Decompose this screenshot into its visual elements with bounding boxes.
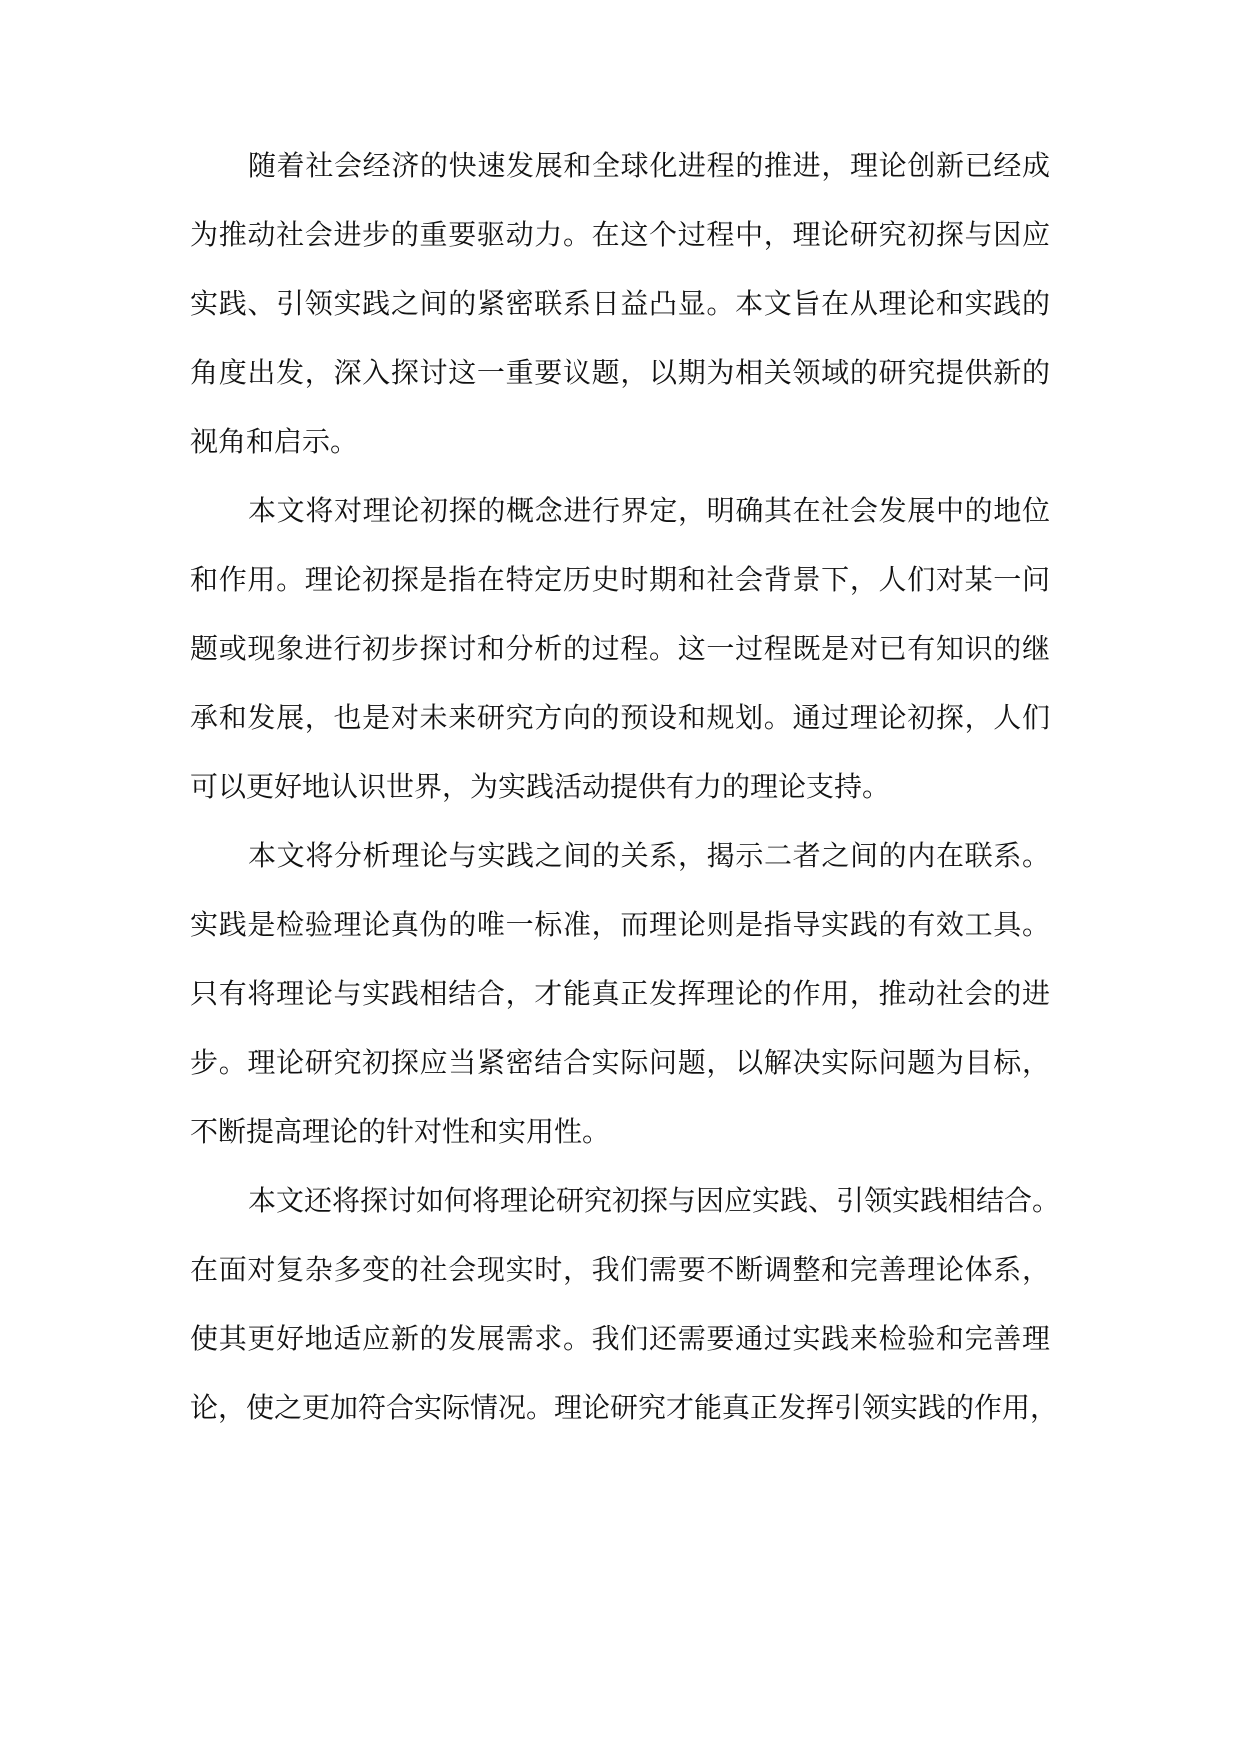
- paragraph-line: 实践是检验理论真伪的唯一标准，而理论则是指导实践的有效工具。: [190, 908, 1050, 941]
- paragraph-line: 题或现象进行初步探讨和分析的过程。这一过程既是对已有知识的继: [190, 632, 1050, 665]
- document-body: [190, 145, 1061, 1456]
- paragraph-line: 和作用。理论初探是指在特定历史时期和社会背景下，人们对某一问: [190, 563, 1050, 596]
- paragraph-line: 步。理论研究初探应当紧密结合实际问题，以解决实际问题为目标，: [190, 1046, 1050, 1079]
- paragraph-line: 只有将理论与实践相结合，才能真正发挥理论的作用，推动社会的进: [190, 977, 1050, 1010]
- paragraph-line: 论，使之更加符合实际情况。理论研究才能真正发挥引领实践的作用，: [190, 1391, 1059, 1424]
- paragraph-line: 本文将分析理论与实践之间的关系，揭示二者之间的内在联系。: [248, 839, 1050, 872]
- paragraph-line: 实践、引领实践之间的紧密联系日益凸显。本文旨在从理论和实践的: [190, 287, 1050, 320]
- paragraph-line: 本文还将探讨如何将理论研究初探与因应实践、引领实践相结合。: [248, 1184, 1061, 1217]
- paragraph-2: [190, 490, 1050, 835]
- paragraph-line: 可以更好地认识世界，为实践活动提供有力的理论支持。: [190, 770, 891, 803]
- paragraph-line: 使其更好地适应新的发展需求。我们还需要通过实践来检验和完善理: [190, 1322, 1050, 1355]
- paragraph-line: 承和发展，也是对未来研究方向的预设和规划。通过理论初探，人们: [190, 701, 1050, 734]
- paragraph-line: 本文将对理论初探的概念进行界定，明确其在社会发展中的地位: [248, 494, 1050, 527]
- paragraph-1: [190, 145, 1050, 490]
- paragraph-line: 不断提高理论的针对性和实用性。: [190, 1115, 611, 1148]
- paragraph-line: 视角和启示。: [190, 425, 359, 458]
- paragraph-line: 在面对复杂多变的社会现实时，我们需要不断调整和完善理论体系，: [190, 1253, 1050, 1286]
- paragraph-4: [190, 1180, 1061, 1456]
- paragraph-line: 随着社会经济的快速发展和全球化进程的推进，理论创新已经成: [248, 149, 1050, 182]
- paragraph-line: 为推动社会进步的重要驱动力。在这个过程中，理论研究初探与因应: [190, 218, 1050, 251]
- paragraph-line: 角度出发，深入探讨这一重要议题，以期为相关领域的研究提供新的: [190, 356, 1050, 389]
- paragraph-3: [190, 835, 1050, 1180]
